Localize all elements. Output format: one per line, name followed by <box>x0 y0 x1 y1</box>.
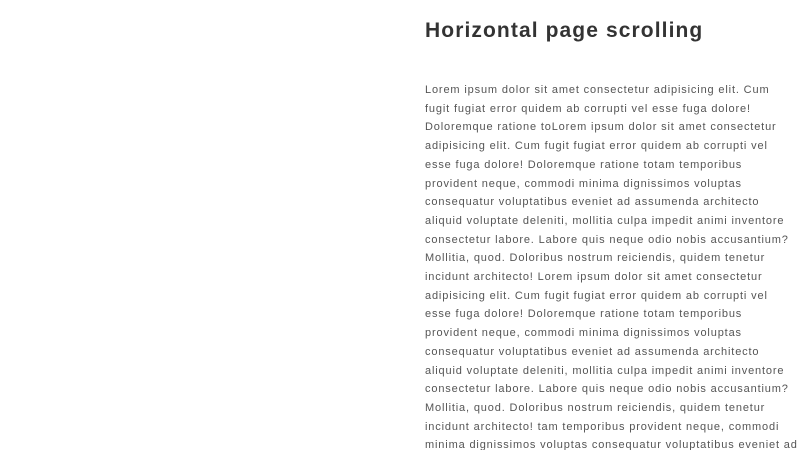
text-line: Mollitia, quod. Doloribus nostrum reiciendis, quidem tenetur <box>425 401 766 414</box>
text-line: minima dignissimos voluptas consequatur voluptatibus eveniet ad <box>425 439 798 450</box>
page-title: Horizontal page scrolling <box>425 19 704 42</box>
text-line: incidunt architecto! Lorem ipsum dolor sit amet consectetur <box>425 271 763 284</box>
text-line: adipisicing elit. Cum fugit fugiat error quidem ab corrupti vel <box>425 140 768 153</box>
text-line: Mollitia, quod. Doloribus nostrum reiciendis, quidem tenetur <box>425 252 766 265</box>
article-body <box>425 81 798 450</box>
text-line: aliquid voluptate deleniti, mollitia culpa impedit animi inventore <box>425 364 785 377</box>
text-line: consectetur labore. Labore quis neque odio nobis accusantium? <box>425 233 789 246</box>
text-line: fugit fugiat error quidem ab corrupti vel esse fuga dolore! <box>425 102 751 115</box>
text-line: consequatur voluptatibus eveniet ad assumenda architecto <box>425 196 760 209</box>
text-line: consectetur labore. Labore quis neque odio nobis accusantium? <box>425 383 789 396</box>
text-line: provident neque, commodi minima dignissimos voluptas <box>425 177 742 190</box>
text-line: incidunt architecto! tam temporibus provident neque, commodi <box>425 420 780 433</box>
text-line: Lorem ipsum dolor sit amet consectetur adipisicing elit. Cum <box>425 84 770 96</box>
text-line: consequatur voluptatibus eveniet ad assumenda architecto <box>425 345 760 358</box>
text-line: provident neque, commodi minima dignissimos voluptas <box>425 327 742 340</box>
text-line: adipisicing elit. Cum fugit fugiat error quidem ab corrupti vel <box>425 289 768 302</box>
text-line: Doloremque ratione toLorem ipsum dolor sit amet consectetur <box>425 121 777 134</box>
text-line: esse fuga dolore! Doloremque ratione totam temporibus <box>425 308 743 321</box>
text-line: aliquid voluptate deleniti, mollitia culpa impedit animi inventore <box>425 214 785 227</box>
article-section <box>425 0 798 450</box>
text-line: esse fuga dolore! Doloremque ratione totam temporibus <box>425 158 743 171</box>
